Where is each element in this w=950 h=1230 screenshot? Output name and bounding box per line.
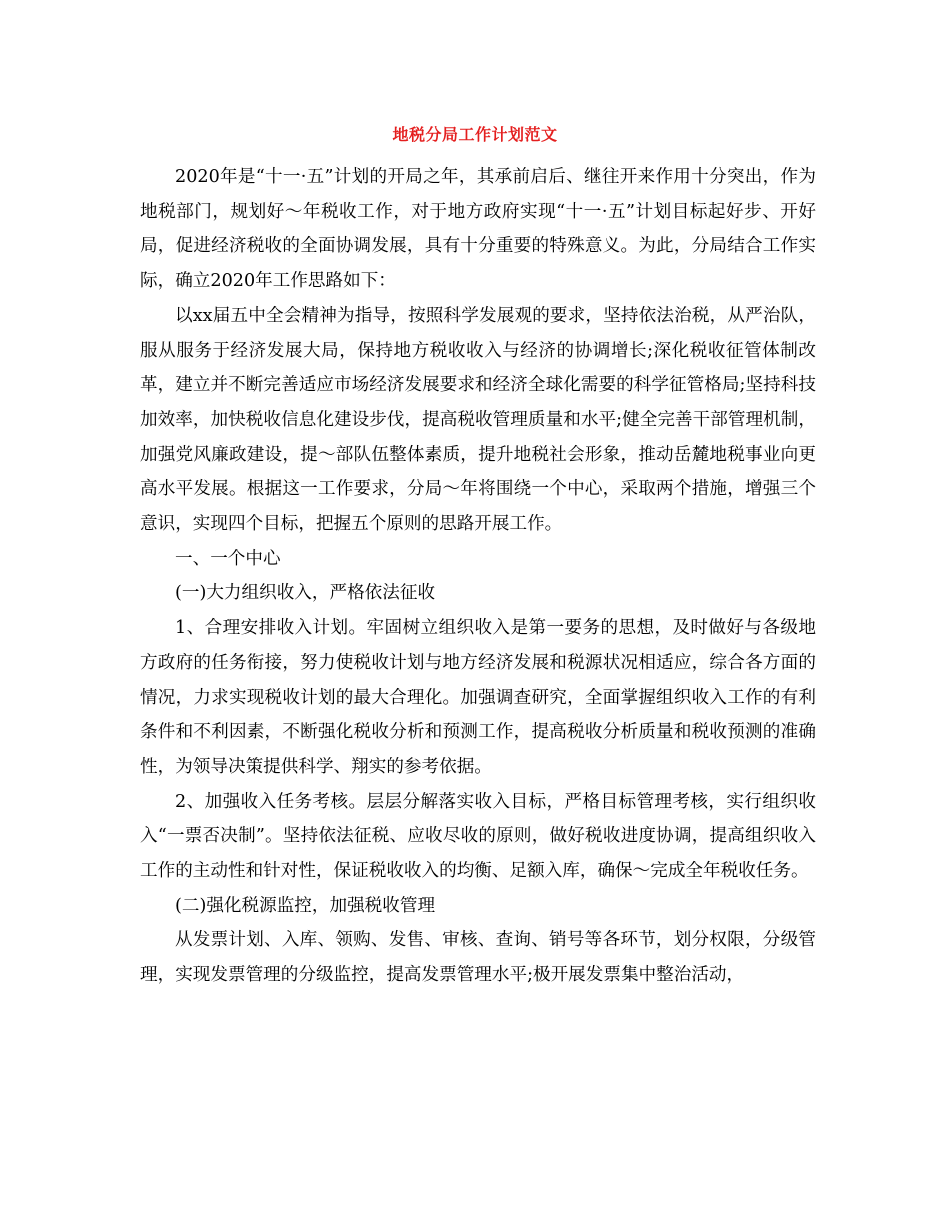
section-heading-one-center: 一、一个中心 (175, 548, 281, 569)
document-title: 地税分局工作计划范文 (392, 125, 558, 144)
subsection-heading-organize-revenue: (一)大力组织收入，严格依法征收 (175, 583, 436, 604)
document-body (140, 160, 816, 993)
paragraph-intro: 2020年是“十一·五”计划的开局之年，其承前启后、继往开来作用十分突出，作为地税部门，规划好～年税收工作，对于地方政府实现“十一·五”计划目标起好步、开好局，促进经济税收的全面协调发展，具有十分重要的特殊意义。为此，分局结合工作实际，确立2020年工作思路如下： (140, 167, 816, 292)
paragraph-revenue-plan: 1、合理安排收入计划。牢固树立组织收入是第一要务的思想，及时做好与各级地方政府的任务衔接，努力使税收计划与地方经济发展和税源状况相适应，综合各方面的情况，力求实现税收计划的最大合理化。加强调查研究，全面掌握组织收入工作的有利条件和不利因素，不断强化税收分析和预测工作，提高税收分析质量和税收预测的准确性，为领导决策提供科学、翔实的参考依据。 (140, 618, 816, 777)
subsection-heading-tax-source-monitoring: (二)强化税源监控，加强税收管理 (175, 895, 436, 916)
paragraph-invoice-management: 从发票计划、入库、领购、发售、审核、查询、销号等各环节，划分权限，分级管理，实现发票管理的分级监控，提高发票管理水平;极开展发票集中整治活动， (140, 930, 816, 986)
paragraph-guiding-idea: 以xx届五中全会精神为指导，按照科学发展观的要求，坚持依法治税，从严治队，服从服务于经济发展大局，保持地方税收收入与经济的协调增长;深化税收征管体制改革，建立并不断完善适应市场经济发展要求和经济全球化需要的科学征管格局;坚持科技加效率，加快税收信息化建设步伐，提高税收管理质量和水平;健全完善干部管理机制，加强党风廉政建设，提～部队伍整体素质，提升地税社会形象，推动岳麓地税事业向更高水平发展。根据这一工作要求，分局～年将围绕一个中心，采取两个措施，增强三个意识，实现四个目标，把握五个原则的思路开展工作。 (140, 305, 816, 535)
paragraph-revenue-assessment: 2、加强收入任务考核。层层分解落实收入目标，严格目标管理考核，实行组织收入“一票否决制”。坚持依法征税、应收尽收的原则，做好税收进度协调，提高组织收入工作的主动性和针对性，保证税收收入的均衡、足额入库，确保～完成全年税收任务。 (140, 791, 816, 882)
